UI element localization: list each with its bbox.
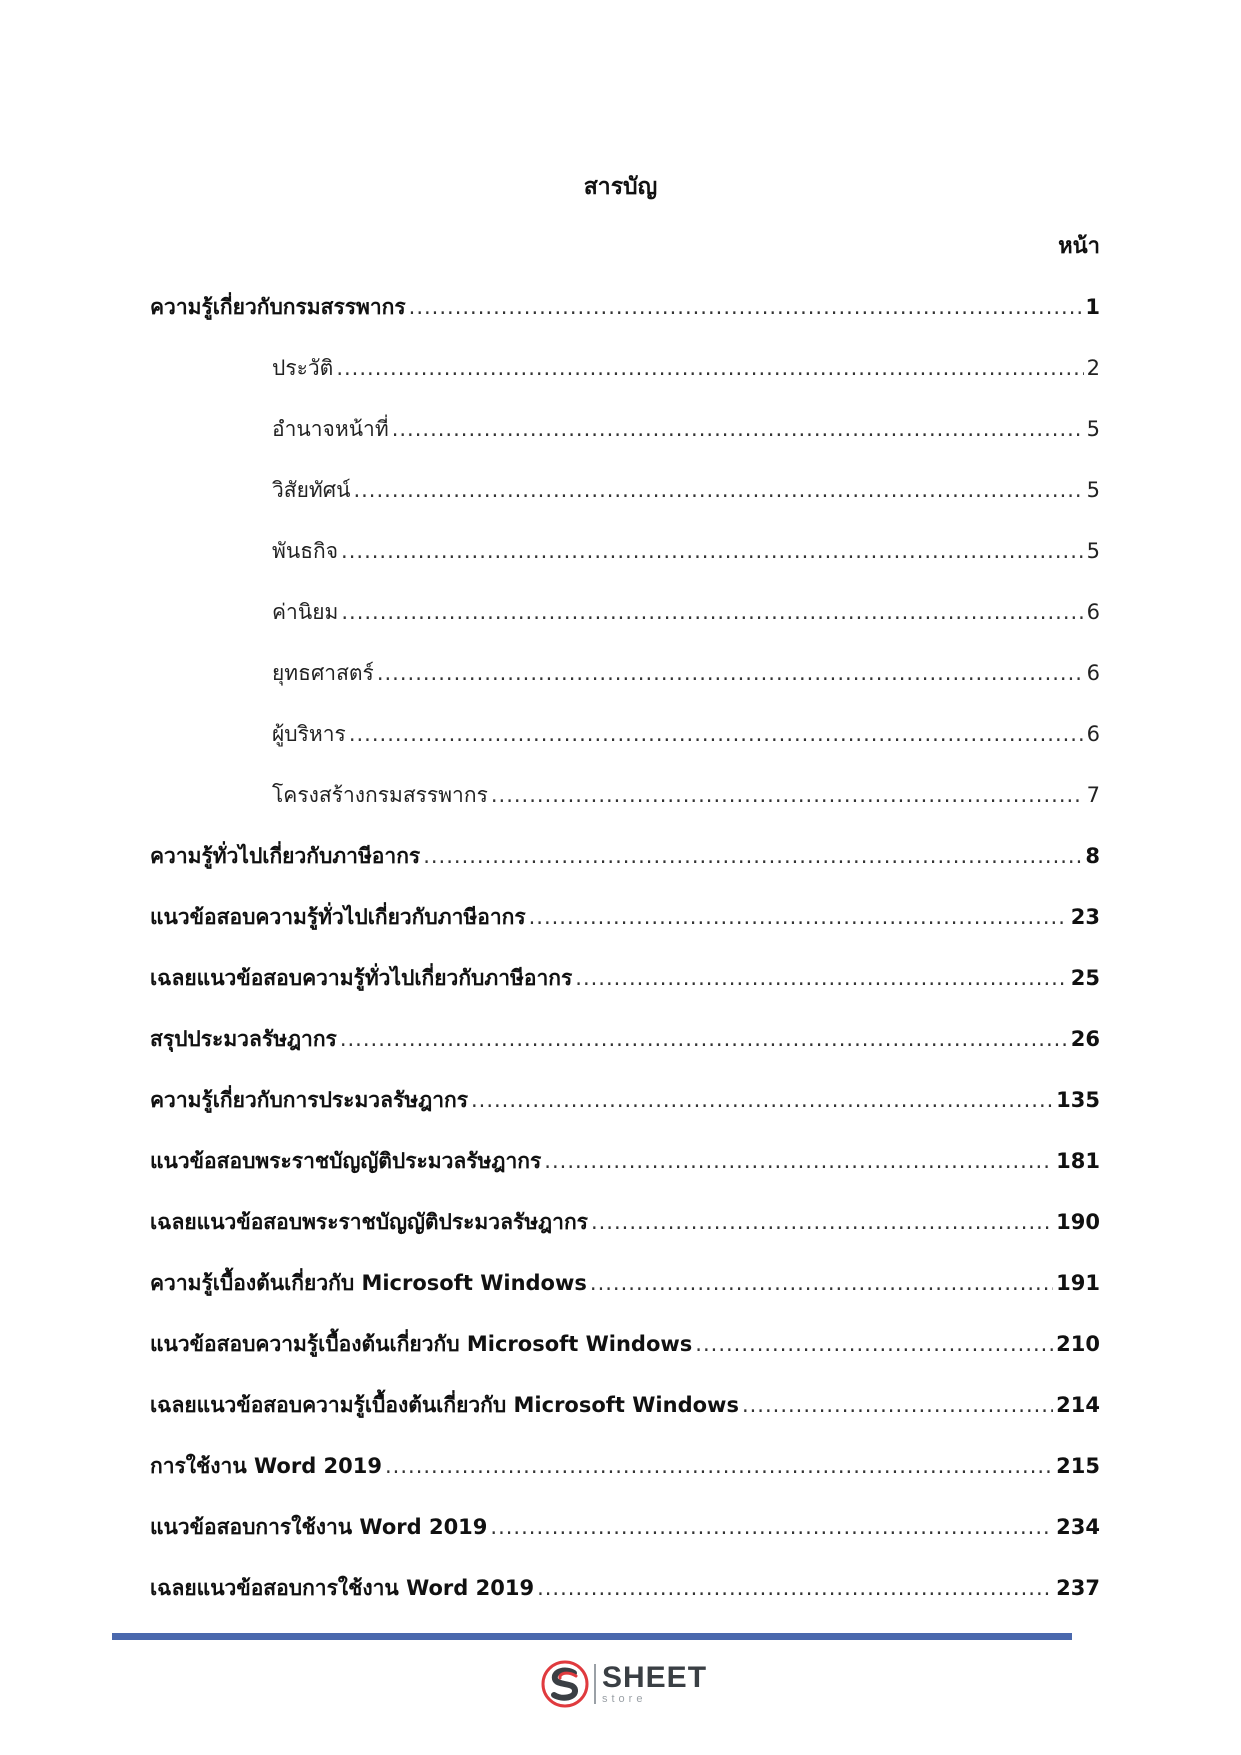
toc-dot-leader bbox=[529, 902, 1068, 932]
logo-word: SHEET bbox=[602, 1661, 708, 1694]
toc-entry[interactable] bbox=[150, 536, 1100, 597]
toc-entry-page-number: 181 bbox=[1056, 1149, 1100, 1173]
toc-entry-label: การใช้งาน Word 2019 bbox=[150, 1454, 382, 1478]
toc-dot-leader bbox=[591, 1207, 1053, 1237]
toc-entry-label: ความรู้เบื้องต้นเกี่ยวกับ Microsoft Windows bbox=[150, 1271, 587, 1295]
toc-dot-leader bbox=[349, 719, 1084, 749]
footer-divider bbox=[112, 1633, 1072, 1640]
toc-entry-page-number: 2 bbox=[1086, 356, 1100, 380]
page-column-header: หน้า bbox=[1058, 234, 1100, 259]
toc-entry-page-number: 8 bbox=[1085, 844, 1100, 868]
toc-dot-leader bbox=[575, 963, 1068, 993]
toc-entry[interactable] bbox=[150, 658, 1100, 719]
toc-entry[interactable] bbox=[150, 902, 1100, 963]
toc-entry[interactable] bbox=[150, 1451, 1100, 1512]
toc-entry-page-number: 214 bbox=[1056, 1393, 1100, 1417]
toc-entry-label: ความรู้เกี่ยวกับกรมสรรพากร bbox=[150, 295, 406, 319]
footer-logo bbox=[540, 1656, 707, 1712]
toc-entry-page-number: 237 bbox=[1056, 1576, 1100, 1600]
toc-dot-leader bbox=[353, 475, 1083, 505]
toc-entry-page-number: 6 bbox=[1086, 661, 1100, 685]
toc-entry-page-number: 26 bbox=[1070, 1027, 1100, 1051]
toc-entry[interactable] bbox=[150, 719, 1100, 780]
toc-dot-leader bbox=[385, 1451, 1053, 1481]
toc-entry-label: แนวข้อสอบการใช้งาน Word 2019 bbox=[150, 1515, 488, 1539]
toc-entry[interactable] bbox=[150, 1207, 1100, 1268]
toc-entry-label: อำนาจหน้าที่ bbox=[272, 417, 389, 441]
toc-entry-page-number: 215 bbox=[1056, 1454, 1100, 1478]
toc-entry[interactable] bbox=[150, 353, 1100, 414]
toc-entry-page-number: 234 bbox=[1056, 1515, 1100, 1539]
toc-entry-page-number: 7 bbox=[1086, 783, 1100, 807]
toc-entry-label: โครงสร้างกรมสรรพากร bbox=[272, 783, 488, 807]
toc-entry[interactable] bbox=[150, 1329, 1100, 1390]
toc-dot-leader bbox=[695, 1329, 1053, 1359]
toc-entry[interactable] bbox=[150, 414, 1100, 475]
toc-entry[interactable] bbox=[150, 597, 1100, 658]
toc-entry[interactable] bbox=[150, 841, 1100, 902]
page-title: สารบัญ bbox=[583, 174, 658, 200]
logo-subword: store bbox=[602, 1693, 647, 1705]
toc-entry[interactable] bbox=[150, 1573, 1100, 1634]
toc-dot-leader bbox=[491, 780, 1084, 810]
toc-entry[interactable] bbox=[150, 1390, 1100, 1451]
toc-dot-leader bbox=[471, 1085, 1053, 1115]
toc-entry[interactable] bbox=[150, 1268, 1100, 1329]
toc-entry-page-number: 191 bbox=[1056, 1271, 1100, 1295]
toc-entry-page-number: 5 bbox=[1086, 478, 1100, 502]
table-of-contents bbox=[150, 292, 1100, 1634]
toc-entry-label: แนวข้อสอบความรู้เบื้องต้นเกี่ยวกับ Microsoft Windows bbox=[150, 1332, 693, 1356]
toc-dot-leader bbox=[742, 1390, 1053, 1420]
toc-entry[interactable] bbox=[150, 475, 1100, 536]
toc-entry-page-number: 135 bbox=[1056, 1088, 1100, 1112]
toc-entry-label: ความรู้เกี่ยวกับการประมวลรัษฎากร bbox=[150, 1088, 468, 1112]
toc-dot-leader bbox=[409, 292, 1083, 322]
toc-entry-label: เฉลยแนวข้อสอบการใช้งาน Word 2019 bbox=[150, 1576, 535, 1600]
toc-entry[interactable] bbox=[150, 1024, 1100, 1085]
toc-dot-leader bbox=[336, 353, 1083, 383]
toc-entry-label: ผู้บริหาร bbox=[272, 722, 346, 746]
toc-entry-label: ความรู้ทั่วไปเกี่ยวกับภาษีอากร bbox=[150, 844, 421, 868]
toc-entry-label: วิสัยทัศน์ bbox=[272, 478, 351, 502]
toc-entry[interactable] bbox=[150, 1512, 1100, 1573]
toc-entry-label: ยุทธศาสตร์ bbox=[272, 661, 374, 685]
toc-entry[interactable] bbox=[150, 1146, 1100, 1207]
logo-separator bbox=[594, 1664, 596, 1704]
toc-entry[interactable] bbox=[150, 963, 1100, 1024]
toc-entry[interactable] bbox=[150, 780, 1100, 841]
toc-dot-leader bbox=[544, 1146, 1053, 1176]
toc-entry-page-number: 190 bbox=[1056, 1210, 1100, 1234]
toc-dot-leader bbox=[423, 841, 1082, 871]
toc-entry-label: สรุปประมวลรัษฎากร bbox=[150, 1027, 337, 1051]
toc-entry-page-number: 5 bbox=[1086, 417, 1100, 441]
toc-dot-leader bbox=[537, 1573, 1053, 1603]
toc-entry-page-number: 210 bbox=[1056, 1332, 1100, 1356]
toc-entry-page-number: 23 bbox=[1070, 905, 1100, 929]
toc-entry[interactable] bbox=[150, 1085, 1100, 1146]
toc-entry-label: ประวัติ bbox=[272, 356, 334, 380]
logo-text bbox=[602, 1663, 707, 1705]
toc-entry-page-number: 6 bbox=[1086, 722, 1100, 746]
toc-entry-page-number: 25 bbox=[1070, 966, 1100, 990]
toc-entry-label: แนวข้อสอบความรู้ทั่วไปเกี่ยวกับภาษีอากร bbox=[150, 905, 526, 929]
toc-entry-page-number: 1 bbox=[1085, 295, 1100, 319]
toc-dot-leader bbox=[377, 658, 1084, 688]
toc-entry-label: เฉลยแนวข้อสอบพระราชบัญญัติประมวลรัษฎากร bbox=[150, 1210, 588, 1234]
toc-dot-leader bbox=[340, 1024, 1068, 1054]
sheet-store-logo-icon bbox=[540, 1659, 590, 1709]
toc-dot-leader bbox=[590, 1268, 1053, 1298]
toc-entry-label: ค่านิยม bbox=[272, 600, 339, 624]
toc-entry[interactable] bbox=[150, 292, 1100, 353]
toc-dot-leader bbox=[392, 414, 1084, 444]
toc-dot-leader bbox=[341, 597, 1083, 627]
toc-entry-label: พันธกิจ bbox=[272, 539, 339, 563]
toc-entry-label: แนวข้อสอบพระราชบัญญัติประมวลรัษฎากร bbox=[150, 1149, 542, 1173]
toc-dot-leader bbox=[490, 1512, 1053, 1542]
toc-entry-label: เฉลยแนวข้อสอบความรู้ทั่วไปเกี่ยวกับภาษีอากร bbox=[150, 966, 573, 990]
toc-entry-label: เฉลยแนวข้อสอบความรู้เบื้องต้นเกี่ยวกับ Microsoft Windows bbox=[150, 1393, 739, 1417]
toc-entry-page-number: 6 bbox=[1086, 600, 1100, 624]
toc-dot-leader bbox=[341, 536, 1084, 566]
toc-entry-page-number: 5 bbox=[1086, 539, 1100, 563]
